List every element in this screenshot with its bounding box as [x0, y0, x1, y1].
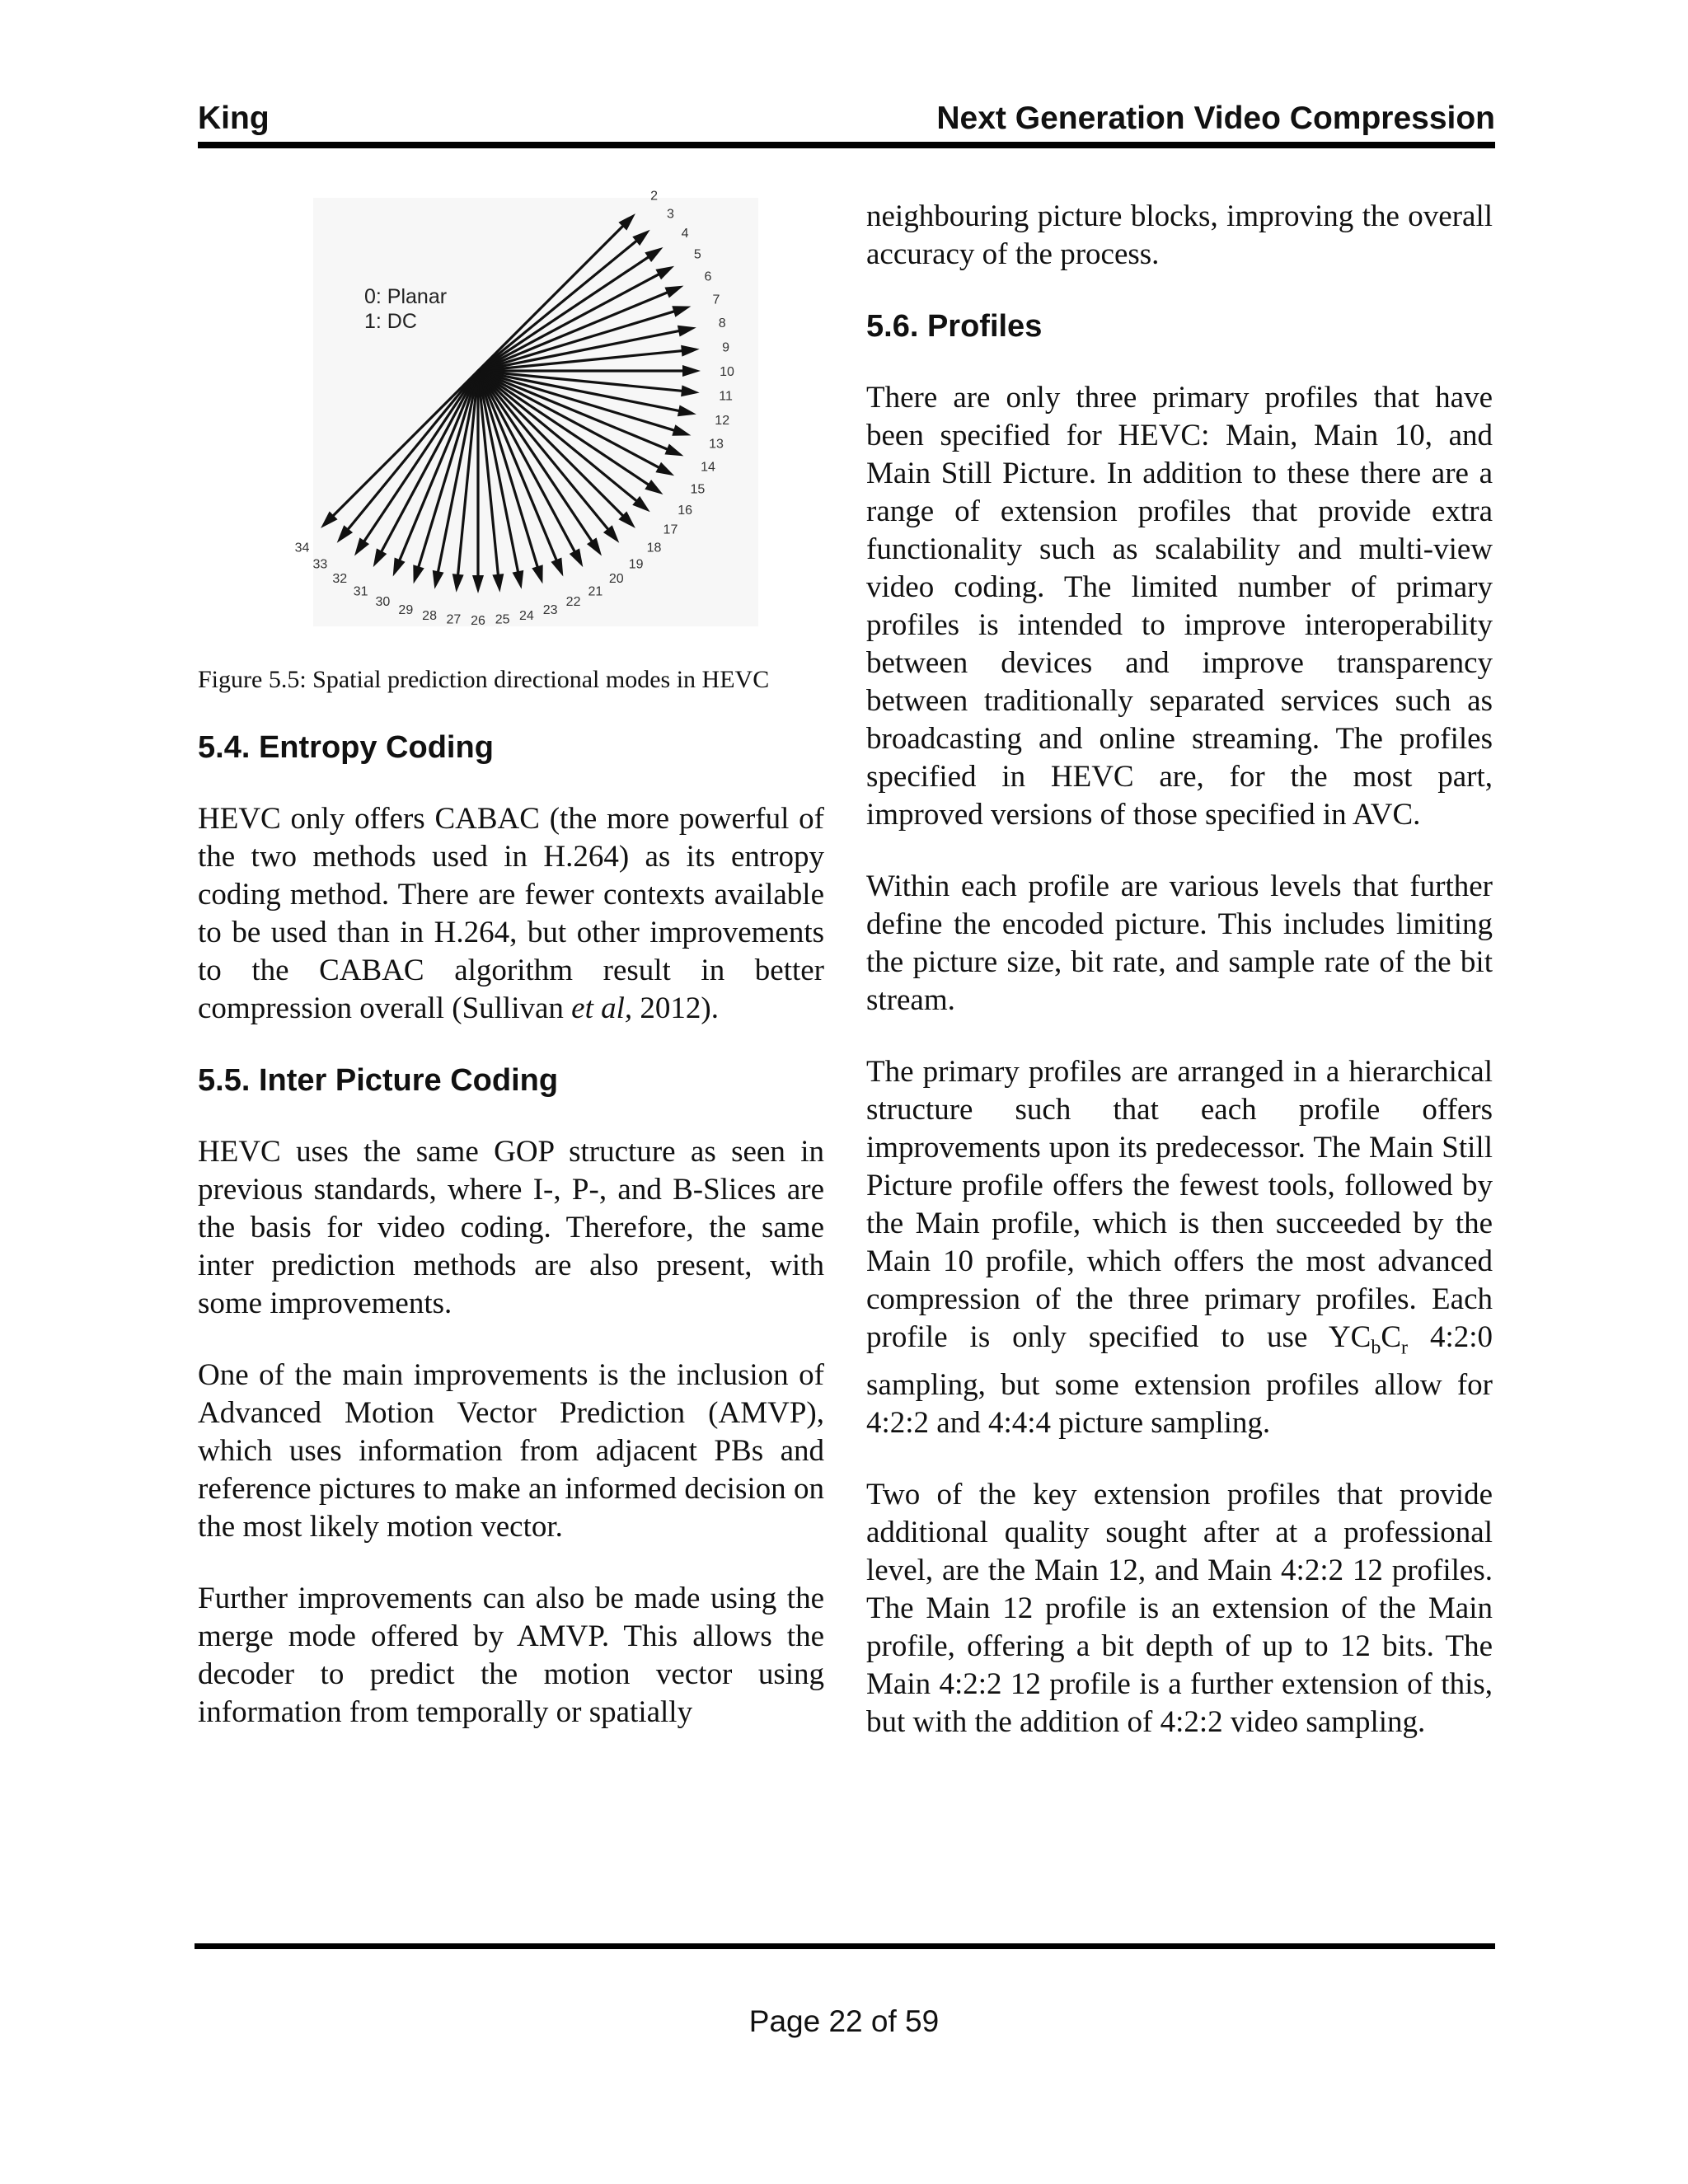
mode-label: 9 — [722, 340, 729, 355]
paragraph-inter-3: Further improvements can also be made using the merge mode offered by AMVP. This allows the decoder to predict the motion vector using information from temporally or spatially — [198, 1582, 824, 1729]
mode-label: 7 — [712, 293, 720, 307]
mode-label: 15 — [690, 482, 706, 497]
heading-profiles: 5.6. Profiles — [866, 309, 1043, 344]
paragraph-inter-2: One of the main improvements is the inclusion of Advanced Motion Vector Prediction (AMVP), which uses information from adjacent PBs and reference pictures to make an informed decision on the most likely motion vector. — [198, 1358, 824, 1544]
mode-label: 26 — [471, 614, 485, 628]
paragraph-profiles-2: Within each profile are various levels that further define the encoded picture. This includes limiting the picture size, bit rate, and sample rate of the bit stream. — [866, 869, 1493, 1017]
subscript-b: b — [1371, 1337, 1381, 1359]
footer-rule — [195, 1943, 1495, 1949]
mode-label: 19 — [628, 557, 644, 572]
mode-label: 17 — [663, 523, 678, 537]
mode-label: 24 — [519, 609, 534, 624]
paragraph-entropy-coding — [198, 800, 824, 1028]
directional-modes-diagram — [294, 189, 758, 628]
entropy-text-a: HEVC only offers CABAC (the more powerful of the two methods used in H.264) as its entropy coding method. There are fewer contexts available to be used than in H.264, but other improvements to the CABAC algorithm result in better compression overall (Sullivan — [198, 802, 824, 1025]
left-column — [198, 189, 824, 1732]
entropy-text-b: 2012). — [632, 991, 719, 1025]
right-column — [866, 198, 1493, 1741]
mode-label: 12 — [715, 413, 730, 428]
paragraph-profiles-4: Two of the key extension profiles that provide additional quality sought after at a professional level, are the Main 12, and Main 4:2:2 12 profiles. The Main 12 profile is an extension of the Main profile, offering a bit depth of up to 12 bits. The Main 4:2:2 12 profile is a further extension of this, but with the addition of 4:2:2 video sampling. — [866, 1478, 1493, 1740]
entropy-text-etal: et al, — [571, 991, 633, 1025]
profiles-3-text-c: C — [1381, 1320, 1402, 1354]
mode-label: 21 — [588, 584, 603, 599]
mode-label: 23 — [542, 602, 558, 617]
subscript-r: r — [1401, 1337, 1409, 1359]
legend-dc: 1: DC — [364, 310, 417, 333]
paragraph-profiles-1: There are only three primary profiles that have been specified for HEVC: Main, Main 10, and Main Still Picture. In addition to these there are a range of extension profiles that provide extra functionality such as scalability and multi-view video coding. The limited number of primary profiles is intended to improve interoperability between devices and improve transparency between traditionally separated services such as broadcasting and online streaming. The profiles specified in HEVC are, for the most part, improved versions of those specified in AVC. — [866, 381, 1493, 832]
mode-label: 22 — [565, 595, 581, 610]
mode-label: 32 — [332, 572, 348, 587]
mode-label: 16 — [678, 503, 693, 518]
figure-5-5 — [198, 189, 824, 643]
mode-label: 5 — [693, 247, 701, 262]
heading-entropy-coding: 5.4. Entropy Coding — [198, 730, 494, 765]
paragraph-inter-1: HEVC uses the same GOP structure as seen in previous standards, where I-, P-, and B-Slices are the basis for video coding. Therefore, the same inter prediction methods are also present, with some improvements. — [198, 1135, 824, 1320]
mode-label: 34 — [294, 541, 310, 555]
header-title: Next Generation Video Compression — [936, 101, 1495, 136]
mode-label: 28 — [422, 609, 437, 624]
mode-label: 29 — [398, 602, 414, 617]
mode-label: 11 — [719, 389, 733, 404]
page-number: Page 22 of 59 — [748, 2004, 940, 2038]
mode-label: 8 — [718, 316, 726, 331]
mode-label: 10 — [720, 365, 734, 379]
paragraph-continued: neighbouring picture blocks, improving the overall accuracy of the process. — [866, 199, 1493, 271]
mode-label: 33 — [312, 557, 328, 572]
heading-inter-picture-coding: 5.5. Inter Picture Coding — [198, 1063, 559, 1098]
figure-caption: Figure 5.5: Spatial prediction directional modes in HEVC — [198, 666, 770, 693]
paragraph-profiles-3 — [866, 1053, 1493, 1442]
legend-planar: 0: Planar — [364, 285, 448, 308]
profiles-3-text-b: 4:2:0 sampling, but some extension profiles allow for 4:2:2 and 4:4:4 picture sampling. — [866, 1320, 1493, 1441]
page-header — [198, 96, 1495, 148]
mode-label: 27 — [446, 612, 462, 627]
mode-label: 2 — [650, 189, 658, 204]
profiles-3-text-a: The primary profiles are arranged in a hierarchical structure such that each profile offers improvements upon its predecessor. The Main Still Picture profile offers the fewest tools, followed by the Main profile, which is then succeeded by the Main 10 profile, which offers the most advanced compression of the three primary profiles. Each profile is only specified to use YC — [866, 1055, 1493, 1354]
mode-label: 25 — [495, 612, 510, 627]
mode-label: 4 — [681, 227, 689, 241]
mode-label: 3 — [666, 207, 674, 222]
mode-label: 30 — [375, 595, 391, 610]
mode-label: 6 — [704, 269, 712, 284]
mode-label: 31 — [353, 584, 368, 599]
mode-label: 20 — [608, 572, 624, 587]
mode-label: 14 — [701, 460, 715, 475]
mode-label: 18 — [646, 541, 662, 555]
header-author: King — [198, 101, 270, 136]
mode-label: 13 — [709, 437, 724, 452]
